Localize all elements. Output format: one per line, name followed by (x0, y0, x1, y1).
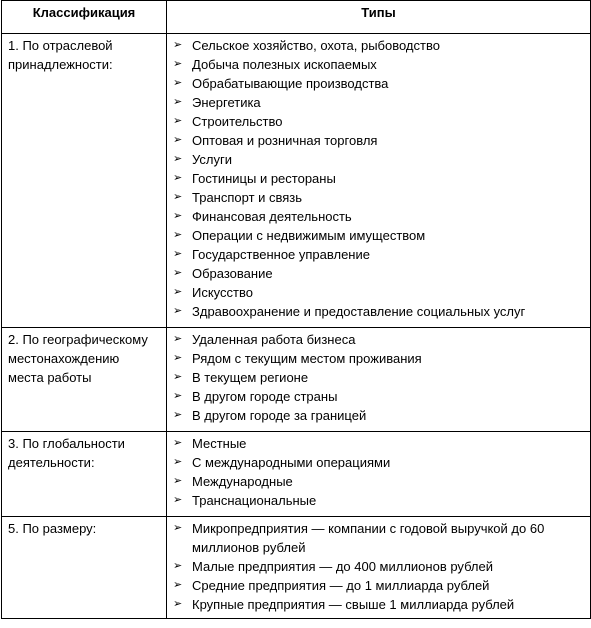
arrow-bullet-icon: ➢ (173, 134, 183, 146)
arrow-bullet-icon: ➢ (173, 210, 183, 222)
header-row (2, 1, 591, 34)
list-item (173, 368, 586, 387)
type-item-text: Международные (192, 474, 293, 489)
type-item-text: Гостиницы и рестораны (192, 171, 336, 186)
arrow-bullet-icon: ➢ (173, 305, 183, 317)
list-item (173, 55, 586, 74)
list-item (173, 283, 586, 302)
arrow-bullet-icon: ➢ (173, 77, 183, 89)
arrow-bullet-icon: ➢ (173, 172, 183, 184)
types-cell (167, 328, 591, 432)
type-item-text: Государственное управление (192, 247, 370, 262)
type-item-text: Услуги (192, 152, 232, 167)
classification-label: 1. По отраслевой принадлежности: (8, 38, 113, 72)
type-item-text: С международными операциями (192, 455, 391, 470)
classification-cell (2, 432, 167, 517)
list-item (173, 36, 586, 55)
types-list (173, 434, 586, 510)
list-item (173, 472, 586, 491)
arrow-bullet-icon: ➢ (173, 352, 183, 364)
type-item-text: Добыча полезных ископаемых (192, 57, 377, 72)
type-item-text: Энергетика (192, 95, 261, 110)
type-item-text: Здравоохранение и предоставление социальных услуг (192, 304, 526, 319)
types-list (173, 519, 586, 614)
list-item (173, 595, 586, 614)
classification-cell (2, 517, 167, 619)
type-item-text: Микропредприятия — компании с годовой выручкой до 60 миллионов рублей (192, 521, 545, 555)
arrow-bullet-icon: ➢ (173, 579, 183, 591)
list-item (173, 406, 586, 425)
list-item (173, 349, 586, 368)
list-item (173, 131, 586, 150)
header-types: Типы (167, 1, 591, 34)
arrow-bullet-icon: ➢ (173, 286, 183, 298)
table-row (2, 328, 591, 432)
type-item-text: Операции с недвижимым имуществом (192, 228, 426, 243)
type-item-text: Искусство (192, 285, 253, 300)
type-item-text: Транспорт и связь (192, 190, 303, 205)
type-item-text: Местные (192, 436, 247, 451)
arrow-bullet-icon: ➢ (173, 191, 183, 203)
type-item-text: Рядом с текущим местом проживания (192, 351, 422, 366)
arrow-bullet-icon: ➢ (173, 475, 183, 487)
arrow-bullet-icon: ➢ (173, 229, 183, 241)
type-item-text: Оптовая и розничная торговля (192, 133, 378, 148)
type-item-text: Крупные предприятия — свыше 1 миллиарда рублей (192, 597, 515, 612)
list-item (173, 434, 586, 453)
table-row (2, 34, 591, 328)
classification-label: 3. По глобальности деятельности: (8, 436, 125, 470)
classification-label: 2. По географическому местонахождению места работы (8, 332, 148, 385)
table-row (2, 432, 591, 517)
list-item (173, 491, 586, 510)
arrow-bullet-icon: ➢ (173, 267, 183, 279)
types-cell (167, 432, 591, 517)
type-item-text: Сельское хозяйство, охота, рыбоводство (192, 38, 440, 53)
list-item (173, 207, 586, 226)
list-item (173, 576, 586, 595)
list-item (173, 302, 586, 321)
list-item (173, 453, 586, 472)
type-item-text: В текущем регионе (192, 370, 309, 385)
list-item (173, 150, 586, 169)
list-item (173, 330, 586, 349)
arrow-bullet-icon: ➢ (173, 333, 183, 345)
type-item-text: Строительство (192, 114, 283, 129)
type-item-text: Финансовая деятельность (192, 209, 352, 224)
arrow-bullet-icon: ➢ (173, 456, 183, 468)
arrow-bullet-icon: ➢ (173, 96, 183, 108)
arrow-bullet-icon: ➢ (173, 522, 183, 534)
type-item-text: Средние предприятия — до 1 миллиарда рублей (192, 578, 490, 593)
arrow-bullet-icon: ➢ (173, 560, 183, 572)
type-item-text: В другом городе за границей (192, 408, 367, 423)
classification-cell (2, 34, 167, 328)
table-row (2, 517, 591, 619)
classification-cell (2, 328, 167, 432)
arrow-bullet-icon: ➢ (173, 58, 183, 70)
types-cell (167, 34, 591, 328)
type-item-text: Обрабатывающие производства (192, 76, 389, 91)
arrow-bullet-icon: ➢ (173, 390, 183, 402)
arrow-bullet-icon: ➢ (173, 115, 183, 127)
list-item (173, 264, 586, 283)
arrow-bullet-icon: ➢ (173, 153, 183, 165)
arrow-bullet-icon: ➢ (173, 39, 183, 51)
list-item (173, 74, 586, 93)
header-classification: Классификация (2, 1, 167, 34)
classification-label: 5. По размеру: (8, 521, 97, 536)
list-item (173, 188, 586, 207)
list-item (173, 169, 586, 188)
classification-table (1, 0, 591, 619)
list-item (173, 387, 586, 406)
arrow-bullet-icon: ➢ (173, 598, 183, 610)
list-item (173, 112, 586, 131)
list-item (173, 226, 586, 245)
types-list (173, 330, 586, 425)
arrow-bullet-icon: ➢ (173, 248, 183, 260)
arrow-bullet-icon: ➢ (173, 409, 183, 421)
arrow-bullet-icon: ➢ (173, 494, 183, 506)
type-item-text: В другом городе страны (192, 389, 338, 404)
arrow-bullet-icon: ➢ (173, 371, 183, 383)
list-item (173, 245, 586, 264)
type-item-text: Образование (192, 266, 273, 281)
list-item (173, 557, 586, 576)
type-item-text: Удаленная работа бизнеса (192, 332, 356, 347)
types-list (173, 36, 586, 321)
type-item-text: Малые предприятия — до 400 миллионов рублей (192, 559, 494, 574)
type-item-text: Транснациональные (192, 493, 317, 508)
list-item (173, 519, 586, 557)
arrow-bullet-icon: ➢ (173, 437, 183, 449)
list-item (173, 93, 586, 112)
types-cell (167, 517, 591, 619)
